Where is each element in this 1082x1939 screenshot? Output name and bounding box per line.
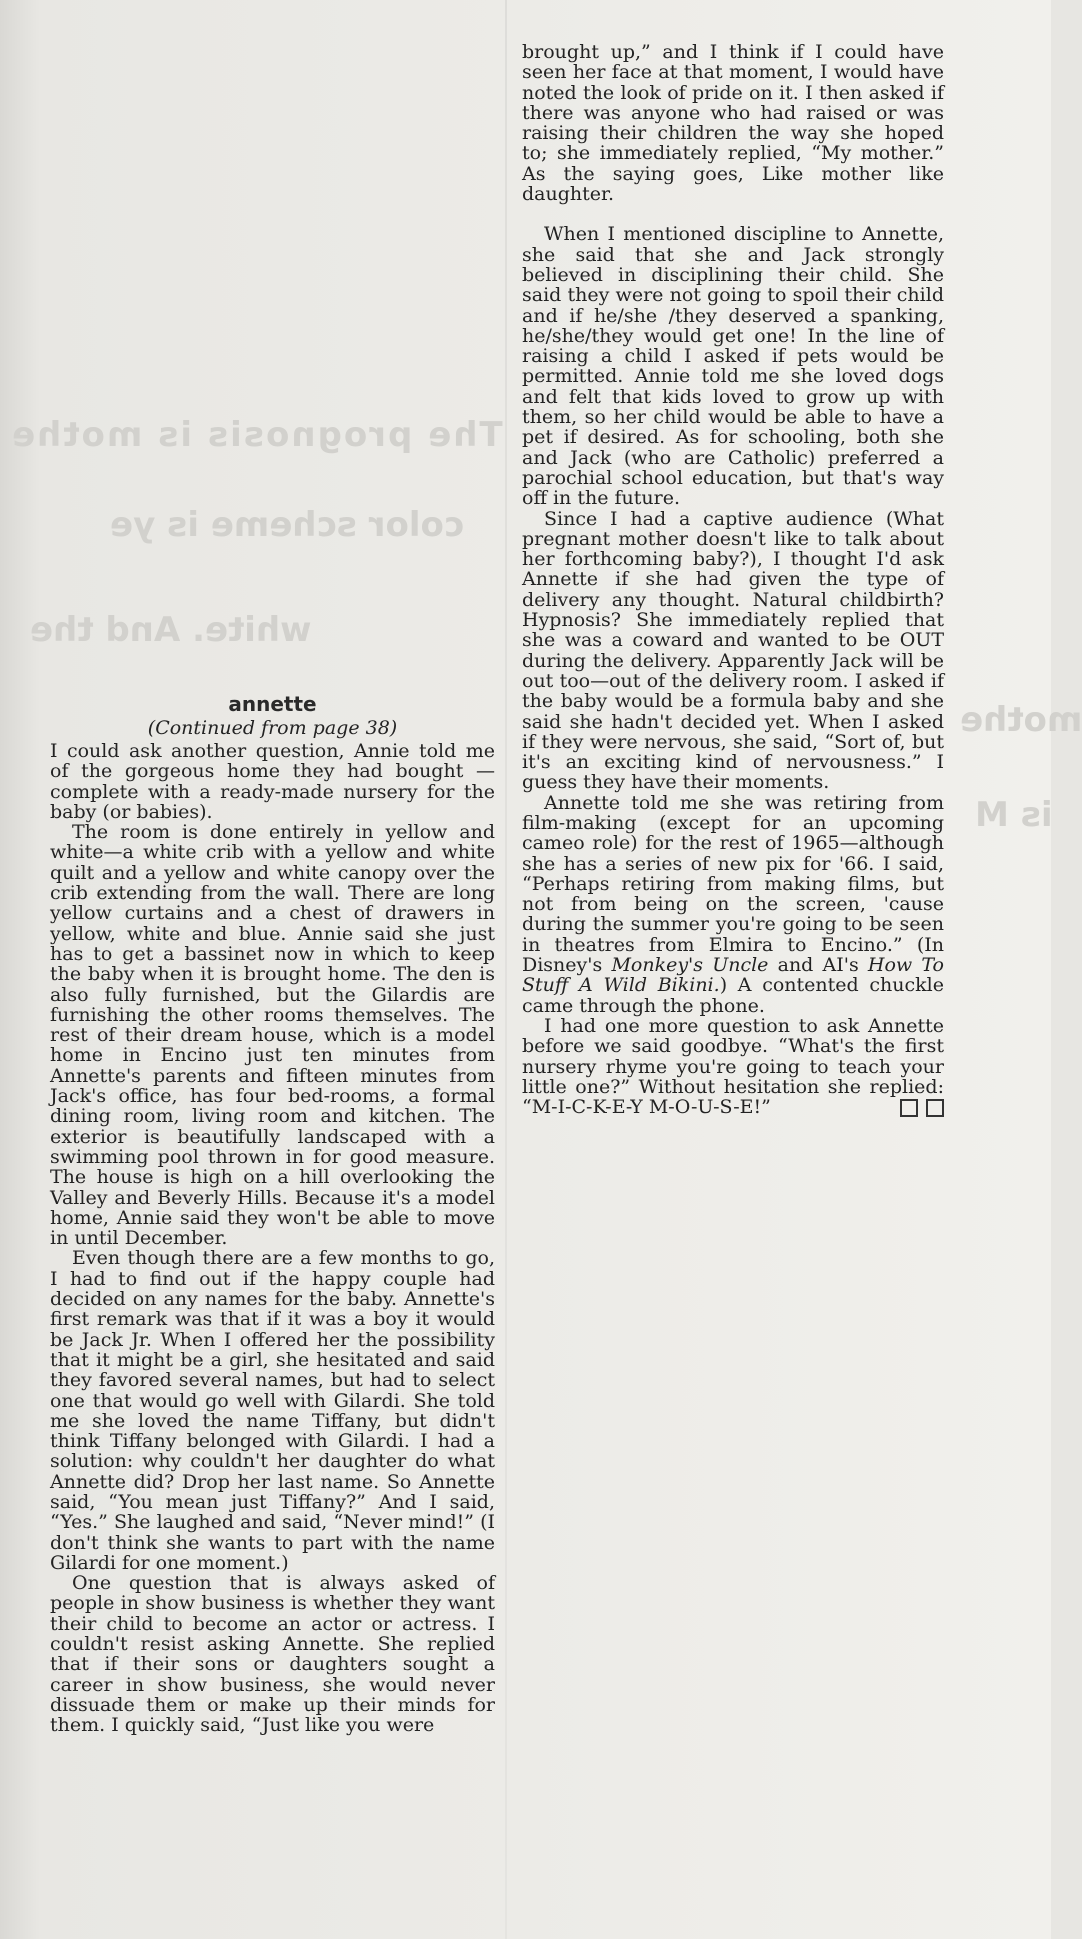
left-column xyxy=(50,693,495,1736)
showthrough-text-1: The prognosis is mothe xyxy=(10,415,503,455)
paragraph-5-text: I had one more question to ask Annette before we said goodbye. “What's the first nursery rhyme you're going to teach your little one?” Without hesitation she replied: “M-I-C-K-E-Y M-O-U-S-E!” xyxy=(522,1014,944,1119)
article-heading: annette xyxy=(228,692,317,716)
showthrough-text-2: color scheme is ye xyxy=(110,505,465,545)
film-title-wild-bikini: How To Stuff A Wild Bikini. xyxy=(522,954,944,997)
film-title-monkeys-uncle: Monkey's Uncle xyxy=(611,954,769,977)
end-of-article-mark xyxy=(870,1099,944,1121)
page-fold-line xyxy=(505,0,507,1939)
showthrough-text-4: mothe xyxy=(960,700,1082,740)
right-paragraph-4 xyxy=(522,793,944,1016)
left-paragraph-1: I could ask another question, Annie told me of the gorgeous home they had bought —complete with a ready-made nursery for the baby (or babies). xyxy=(50,740,495,823)
paragraph-4-text-a: Annette told me she was retiring from film-making (except for an upcoming cameo role) for the rest of 1965—although she has a series of new pix for '66. I said, “Perhaps retiring from making films, but not from being on the screen, 'cause during the summer you're going to be seen in theatres from Elmira to Encino.” (In Disney's xyxy=(522,791,944,977)
right-paragraph-3: Since I had a captive audience (What pregnant mother doesn't like to talk about her forthcoming baby?), I thought I'd ask Annette if she had given the type of delivery any thought. Natural childbirth? Hypnosis? She immediately replied that she was a coward and wanted to be OUT during the delivery. Apparently Jack will be out too—out of the delivery room. I asked if the baby would be a formula baby and she said she hadn't decided yet. When I asked if they were nervous, she said, “Sort of, but it's an exciting kind of nervousness.” I guess they have their moments. xyxy=(522,507,944,794)
showthrough-text-3: white. And the xyxy=(30,610,312,650)
showthrough-text-5: is M xyxy=(975,795,1053,835)
paragraph-4-text-b: and AI's xyxy=(768,954,868,977)
end-box-icon xyxy=(900,1099,918,1117)
continued-from-line: (Continued from page 38) xyxy=(147,717,398,739)
left-paragraph-2: The room is done entirely in yellow and white—a white crib with a yellow and white quilt and a yellow and white canopy over the crib extending from the wall. There are long yellow curtains and a chest of drawers in yellow, white and blue. Annie said she just has to get a bassinet now in which to keep the baby when it is brought home. The den is also fully furnished, but the Gilardis are furnishing the other rooms themselves. The rest of their dream house, which is a model home in Encino just ten minutes from Annette's parents and fifteen minutes from Jack's office, has four bed-rooms, a formal dining room, living room and kitchen. The exterior is beautifully landscaped with a swimming pool thrown in for good measure. The house is high on a hill overlooking the Valley and Beverly Hills. Because it's a model home, Annie said they won't be able to move in until December. xyxy=(50,821,495,1250)
right-column xyxy=(522,42,944,1121)
right-paragraph-2: When I mentioned discipline to Annette, she said that she and Jack strongly believed in disciplining their child. She said they were not going to spoil their child and if he/she /they deserved a spanking, he/she/they would get one! In the line of raising a child I asked if pets would be permitted. Annie told me she loved dogs and felt that kids loved to grow up with them, so her child would be able to have a pet if desired. As for schooling, both she and Jack (who are Catholic) preferred a parochial school education, but that's way off in the future. xyxy=(522,223,944,510)
paragraph-4-text-c: ) A contented chuckle came through the phone. xyxy=(522,974,944,1017)
left-paragraph-4: One question that is always asked of people in show business is whether they want their child to become an actor or actress. I couldn't resist asking Annette. She replied that if their sons or daughters sought a career in show business, she would never dissuade them or make up their minds for them. I quickly said, “Just like you were xyxy=(50,1572,495,1737)
end-box-icon xyxy=(926,1099,944,1117)
right-paragraph-5 xyxy=(522,1016,944,1117)
left-paragraph-3: Even though there are a few months to go, I had to find out if the happy couple had decided on any names for the baby. Annette's first remark was that if it was a boy it would be Jack Jr. When I offered her the possibility that it might be a girl, she hesitated and said they favored several names, but had to select one that would go well with Gilardi. She told me she loved the name Tiffany, but didn't think Tiffany belonged with Gilardi. I had a solution: why couldn't her daughter do what Annette did? Drop her last name. So Annette said, “You mean just Tiffany?” And I said, “Yes.” She laughed and said, “Never mind!” (I don't think she wants to part with the name Gilardi for one moment.) xyxy=(50,1247,495,1574)
right-paragraph-1: brought up,” and I think if I could have seen her face at that moment, I would have noted the look of pride on it. I then asked if there was anyone who had raised or was raising their children the way she hoped to; she immediately replied, “My mother.” As the saying goes, Like mother like daughter. xyxy=(522,41,944,206)
